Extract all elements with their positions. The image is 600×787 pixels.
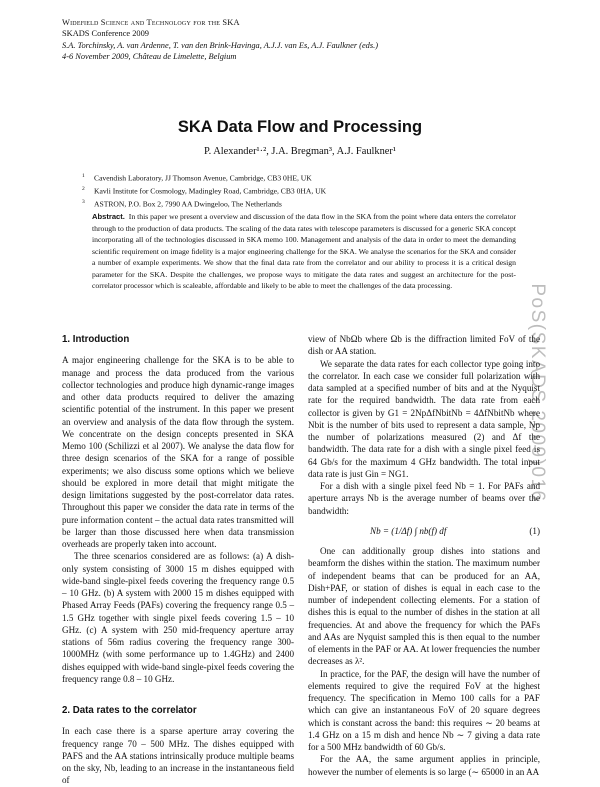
author-list: P. Alexander¹·², J.A. Bregman³, A.J. Faulkner¹ bbox=[204, 146, 396, 157]
affiliation-1: $^1$ Cavendish Laboratory, JJ Thomson Avenue, Cambridge, CB3 0HE, UK bbox=[82, 173, 312, 183]
section-title-introduction: 1. Introduction bbox=[62, 334, 130, 345]
journal-name: Wideﬁeld Science and Technology for the SKA bbox=[62, 18, 240, 27]
equation-1 bbox=[308, 525, 540, 537]
intro-paragraph-1: A major engineering challenge for the SKA is to be able to manage and process the data produced from the various collector technologies and produce high dynamic-range images and other data products required to deliver the amazing scientiﬁc potential of the instrument. In this paper we present an overview and analysis of the data ﬂow through the system. We concentrate on the design concepts presented in SKA Memo 100 (Schilizzi et al 2007). We analyse the data ﬂow for three design scenarios of the SKA for a range of possible experiments; we also discuss some options which we believe should be explored in more detail that might mitigate the design limitations suggested by the post-correlator data rates. Throughout this paper we consider the data rate in terms of the pure information content – the actual data rates transmitted will be larger than those discussed here when data transmission overheads are properly taken into account. bbox=[62, 355, 294, 549]
left-column bbox=[62, 334, 294, 787]
right-paragraph-1: We separate the data rates for each collector type going into the correlator. In each case we consider full polarization with data sampled at a speciﬁed number of bits and at the Nyquist rate for the required bandwidth. The data rate from each collector is given by G1 = 2NpΔfNbitNb = 4ΔfNbitNb where Nbit is the number of bits used to represent a data sample, Np the number of polarizations measured (2) and Δf the bandwidth. The data rate for a dish with a single pixel feed is 64 Gb/s for the maximum 4 GHz bandwidth. The total input data rate is just Gin = NG1. bbox=[308, 358, 540, 479]
date-place: 4-6 November 2009, Château de Limelette, Belgium bbox=[62, 51, 237, 61]
right-paragraph-0: view of NbΩb where Ωb is the diffraction limited FoV of the dish or AA station. bbox=[308, 334, 540, 357]
abstract bbox=[92, 211, 516, 292]
right-paragraph-5: For the AA, the same argument applies in principle, however the number of elements is so large (∼ 65000 in an AA bbox=[308, 754, 540, 777]
right-paragraph-4: In practice, for the PAF, the design will have the number of elements required to give the required FoV at the highest frequency. The speciﬁcation in Memo 100 calls for a PAF which can give an instantaneous FoV of 20 square degrees which is constant across the band: this requires ∼ 20 beams at 1.4 GHz on a 15 m dish and hence Nb ∼ 7 giving a data rate for a 500 MHz bandwidth of 60 Gb/s. bbox=[308, 668, 540, 752]
data-rates-paragraph-1: In each case there is a sparse aperture array covering the frequency range 70 – 500 MHz. The dishes equipped with PAFS and the AA stations intrinsically produce multiple beams on the sky, Nb, leading to an increase in the instantaneous ﬁeld of bbox=[62, 726, 294, 786]
right-column bbox=[308, 333, 540, 778]
abstract-text: In this paper we present a overview and discussion of the data ﬂow in the SKA from the point where data enters the correlator through to the production of data products. The scaling of the data rates with telescope parameters is discussed for a generic SKA concept incorporating all of the technologies discussed in SKA memo 100. Management and analysis of the data in order to meet the demanding scientiﬁc requirement on image ﬁdelity is a major engineering challenge for the SKA. We analyse the scenarios for the SKA and consider a number of example experiments. We show that the ﬁnal data rate from the correlator and our ability to process it is a critical design parameter for the SKA. Despite the challenges, we propose ways to mitigate the data rates and suggest an architecture for the post-correlator processor which is scaleable, affordable and likely to be able to meet the challenges of the data processing. bbox=[92, 212, 516, 291]
affiliations bbox=[82, 171, 326, 210]
affiliation-2: $^2$ Kavli Institute for Cosmology, Madingley Road, Cambridge, CB3 0HA, UK bbox=[82, 186, 327, 196]
paper-title: SKA Data Flow and Processing bbox=[177, 118, 423, 136]
abstract-label: Abstract. bbox=[92, 212, 125, 221]
right-paragraph-3: One can additionally group dishes into stations and beamform the dishes within the station. The maximum number of independent beams that can be produced for an AA, Dish+PAF, or station of dishes is equal in each case to the number of independent collecting elements. For a station of dishes this is equal to the number of dishes in the station at all frequencies. At and above the frequency for which the PAFs and AAs are Nyquist sampled this is then equal to the number of elements in the PAF or AA. At lower frequencies the number decreases as λ². bbox=[308, 546, 540, 667]
conference-name: SKADS Conference 2009 bbox=[62, 29, 149, 39]
equation-number: (1) bbox=[529, 525, 540, 536]
editors: S.A. Torchinsky, A. van Ardenne, T. van den Brink-Havinga, A.J.J. van Es, A.J. Faulkner (eds.) bbox=[62, 40, 379, 50]
equation-body: Nb = (1/Δf) ∫ nb(f) df bbox=[370, 525, 447, 536]
section-title-data-rates: 2. Data rates to the correlator bbox=[62, 705, 197, 716]
affiliation-3: $^3$ ASTRON, P.O. Box 2, 7990 AA Dwingeloo, The Netherlands bbox=[82, 199, 282, 209]
pos-identifier: PoS(SKADS 2009)016 bbox=[527, 283, 548, 503]
intro-paragraph-2: The three scenarios considered are as follows: (a) A dish-only system consisting of 3000 15 m dishes equipped with wide-band single-pixel feeds covering the frequency range 0.5 – 10 GHz. (b) A system with 2000 15 m dishes equipped with Phased Array Feeds (PAFs) covering the frequency range 0.5 – 1.5 GHz together with single pixel feeds covering 1.5 – 10 GHz. (c) A system with 250 mid-frequency aperture array stations of 56m radius covering the frequency range 300-1000MHz (with some performance up to 1.4GHz) and 2400 dishes equipped with wide-band single-pixel feeds covering the frequency range 0.8 – 10 GHz. bbox=[62, 551, 294, 684]
running-header bbox=[62, 17, 378, 62]
right-paragraph-2: For a dish with a single pixel feed Nb = 1. For PAFs and aperture arrays Nb is the average number of beams over the bandwidth: bbox=[308, 481, 540, 516]
